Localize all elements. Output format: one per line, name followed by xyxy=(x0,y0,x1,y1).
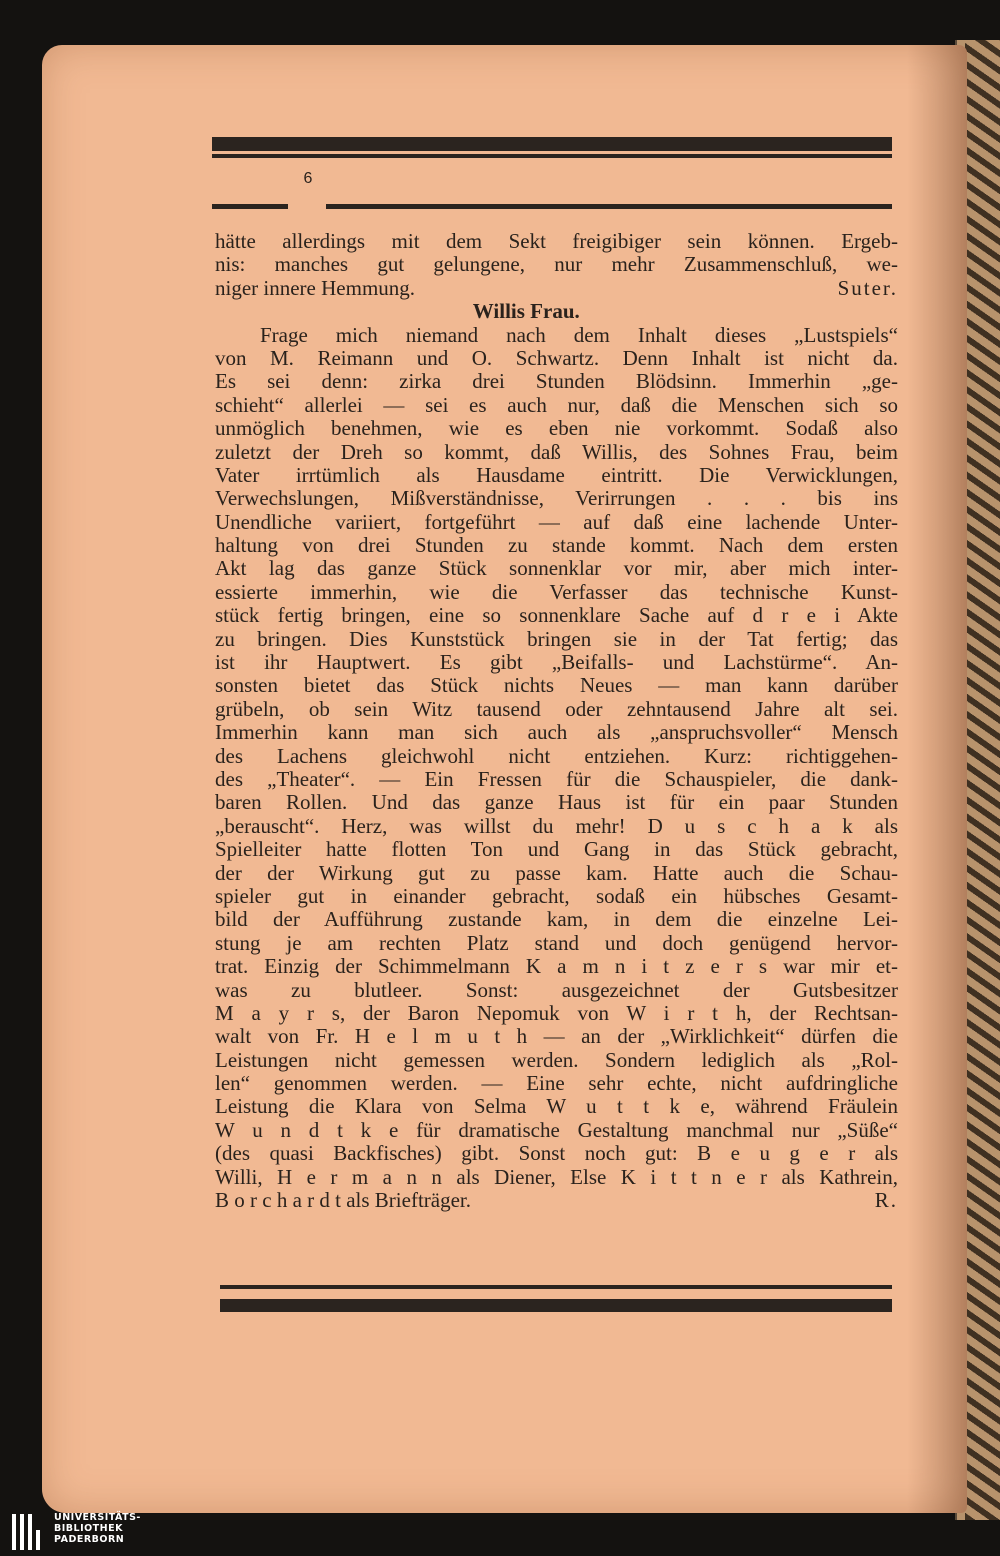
text-line: Leistung die Klara von Selma W u t t k e, während Fräulein xyxy=(215,1094,898,1119)
header-rule-thin xyxy=(212,154,892,158)
text-line: stung je am rechten Platz stand und doch genügend hervor- xyxy=(215,930,898,955)
text-line: Immerhin kann man sich auch als „anspruchsvoller“ Mensch xyxy=(215,720,898,745)
logo-line-1: UNIVERSITÄTS- xyxy=(54,1512,141,1523)
text-line: Es sei denn: zirka drei Stunden Blödsinn. Immerhin „ge- xyxy=(215,369,898,394)
text-line: Willi, H e r m a n n als Diener, Else K i t t n e r als Kathrein, xyxy=(215,1164,898,1189)
end-rule-thick xyxy=(220,1299,892,1312)
text-line: des Lachens gleichwohl nicht entziehen. Kurz: richtiggehen- xyxy=(215,743,898,768)
text-line: bild der Aufführung zustande kam, in dem die einzelne Lei- xyxy=(215,907,898,932)
text-line: Vater irrtümlich als Hausdame eintritt. Die Verwicklungen, xyxy=(215,462,898,487)
text-line: Verwechslungen, Mißverständnisse, Verirrungen . . . bis ins xyxy=(215,486,898,511)
text-line: M a y r s, der Baron Nepomuk von W i r t h, der Rechtsan- xyxy=(215,1000,898,1025)
text-line: sonsten bietet das Stück nichts Neues — man kann darüber xyxy=(215,673,898,698)
text-line: stück fertig bringen, eine so sonnenklare Sache auf d r e i Akte xyxy=(215,603,898,628)
document-page xyxy=(42,45,967,1513)
text-line: niger innere Hemmung. Suter. xyxy=(215,275,898,300)
text-line: ist ihr Hauptwert. Es gibt „Beifalls- und Lachstürme“. An- xyxy=(215,650,898,675)
text-line: len“ genommen werden. — Eine sehr echte, nicht aufdringliche xyxy=(215,1071,898,1096)
text-line: haltung von drei Stunden zu stande kommt. Nach dem ersten xyxy=(215,533,898,558)
page-number: 6 xyxy=(303,170,313,187)
text-line: „berauscht“. Herz, was willst du mehr! D u s c h a k als xyxy=(215,813,898,838)
text-line: Spielleiter hatte flotten Ton und Gang in das Stück gebracht, xyxy=(215,837,898,862)
text-line: der der Wirkung gut zu passe kam. Hatte auch die Schau- xyxy=(215,860,898,885)
text-line: essierte immerhin, wie die Verfasser das technische Kunst- xyxy=(215,579,898,604)
end-rule-top-thin xyxy=(220,1285,892,1289)
logo-line-3: PADERBORN xyxy=(54,1534,125,1545)
text-line: Leistungen nicht gemessen werden. Sondern lediglich als „Rol- xyxy=(215,1047,898,1072)
text-line: Frage mich niemand nach dem Inhalt dieses „Lustspiels“ xyxy=(260,322,898,347)
text-line: schieht“ allerlei — sei es auch nur, daß die Menschen sich so xyxy=(215,392,898,417)
text-line: grübeln, ob sein Witz tausend oder zehntausend Jahre alt sei. xyxy=(215,696,898,721)
page-number-rule-left xyxy=(212,204,288,209)
signature-r: R. xyxy=(874,1188,898,1213)
text-line: (des quasi Backfisches) gibt. Sonst noch gut: B e u g e r als xyxy=(215,1141,898,1166)
text-line: was zu blutleer. Sonst: ausgezeichnet der Gutsbesitzer xyxy=(215,977,898,1002)
text-line: unmöglich benehmen, wie es eben nie vorkommt. Sodaß also xyxy=(215,416,898,441)
library-logo-icon xyxy=(10,1514,50,1550)
text-line: Unendliche variiert, fortgeführt — auf daß eine lachende Unter- xyxy=(215,509,898,534)
text-line: zuletzt der Dreh so kommt, daß Willis, des Sohnes Frau, beim xyxy=(215,439,898,464)
text-line: W u n d t k e für dramatische Gestaltung manchmal nur „Süße“ xyxy=(215,1117,898,1142)
article-title: Willis Frau. xyxy=(472,299,580,324)
text-line: hätte allerdings mit dem Sekt freigibiger sein können. Ergeb- xyxy=(215,229,898,253)
text-line: Akt lag das ganze Stück sonnenklar vor mir, aber mich inter- xyxy=(215,556,898,581)
text-line: spieler gut in einander gebracht, sodaß ein hübsches Gesamt- xyxy=(215,883,898,908)
header-rule-thick xyxy=(212,137,892,151)
text-line: nis: manches gut gelungene, nur mehr Zusammenschluß, we- xyxy=(215,252,898,277)
text-line: von M. Reimann und O. Schwartz. Denn Inhalt ist nicht da. xyxy=(215,345,898,370)
text-line: trat. Einzig der Schimmelmann K a m n i t z e r s war mir et- xyxy=(215,954,898,979)
text-line: walt von Fr. H e l m u t h — an der „Wirklichkeit“ dürfen die xyxy=(215,1024,898,1049)
text-line: zu bringen. Dies Kunststück bringen sie in der Tat fertig; das xyxy=(215,626,898,651)
text-line: B o r c h a r d t als Briefträger. R. xyxy=(215,1188,898,1213)
library-logo xyxy=(10,1512,170,1552)
text-line: des „Theater“. — Ein Fressen für die Schauspieler, die dank- xyxy=(215,766,898,791)
signature-suter: Suter. xyxy=(837,275,898,300)
text-line: baren Rollen. Und das ganze Haus ist für ein paar Stunden xyxy=(215,790,898,815)
article-text xyxy=(215,230,898,1212)
page-number-rule-right xyxy=(326,204,892,209)
logo-line-2: BIBLIOTHEK xyxy=(54,1523,123,1534)
